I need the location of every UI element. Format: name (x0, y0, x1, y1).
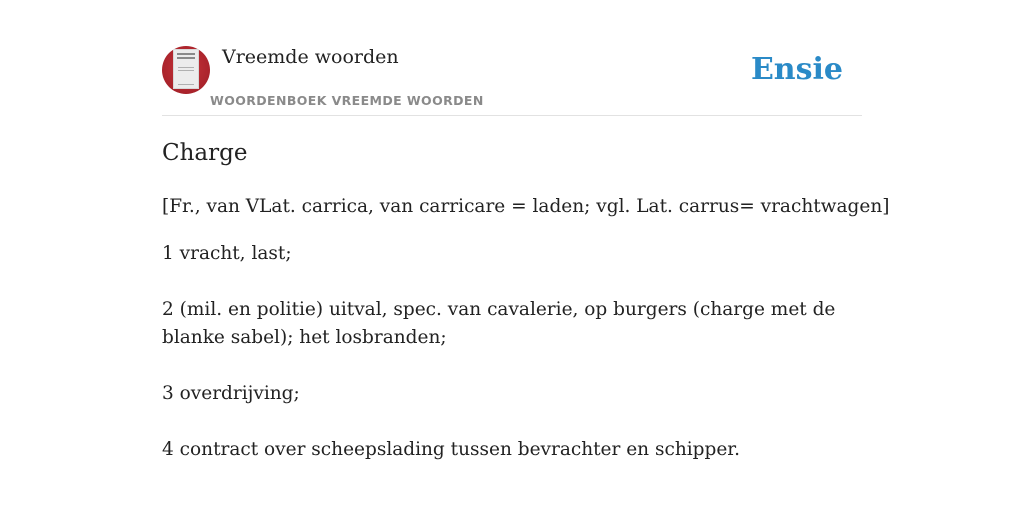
book-title-line (177, 53, 195, 55)
book-text-line (178, 70, 194, 71)
site-name-link[interactable]: Vreemde woorden (222, 46, 399, 68)
header-divider (162, 115, 862, 116)
book-title-line (177, 57, 195, 59)
definition-list (162, 240, 852, 492)
dictionary-avatar[interactable] (162, 46, 210, 94)
brand-logo-link[interactable]: Ensie (750, 52, 843, 87)
book-text-line (178, 84, 194, 85)
definition-item: 2 (mil. en politie) uitval, spec. van cavalerie, op burgers (charge met de blanke sabel); het losbranden; (162, 299, 836, 348)
book-text-line (178, 67, 194, 68)
definition-item: 1 vracht, last; (162, 243, 292, 264)
definition-item: 3 overdrijving; (162, 383, 300, 404)
entry-term: Charge (162, 140, 248, 166)
definition-item: 4 contract over scheepslading tussen bevrachter en schipper. (162, 439, 740, 460)
entry-etymology: [Fr., van VLat. carrica, van carricare = laden; vgl. Lat. carrus= vrachtwagen] (162, 196, 890, 217)
book-cover-icon (173, 49, 199, 89)
site-subtitle: WOORDENBOEK VREEMDE WOORDEN (210, 93, 484, 108)
site-header (162, 46, 862, 116)
